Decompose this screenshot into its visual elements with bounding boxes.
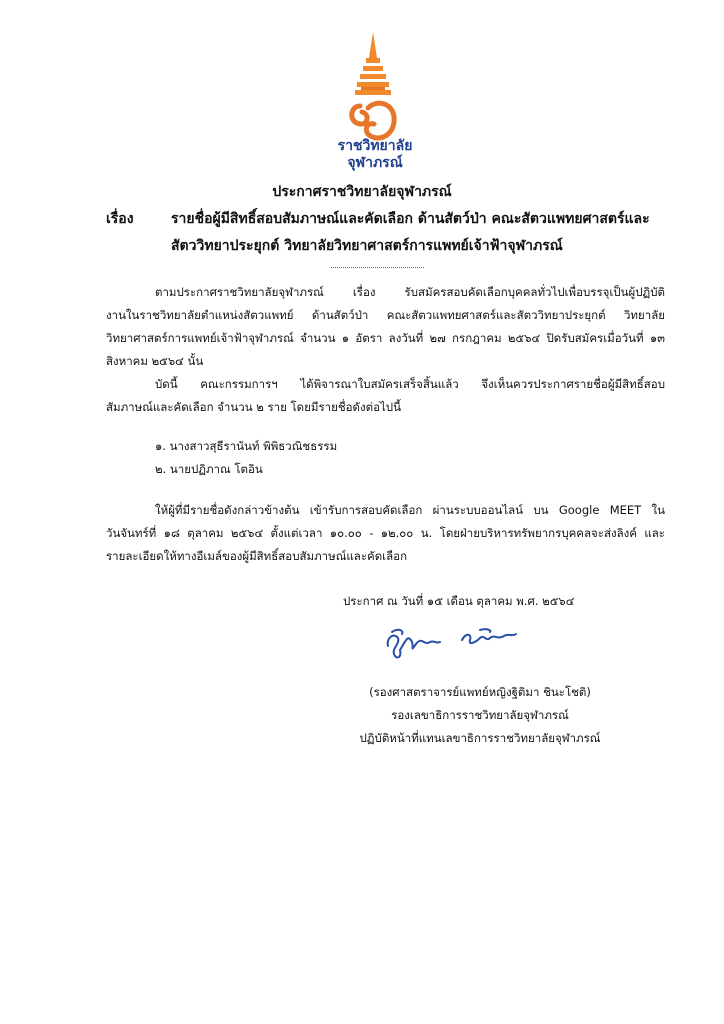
title-divider xyxy=(331,267,424,268)
document-title: ประกาศราชวิทยาลัยจุฬาภรณ์ xyxy=(272,184,452,200)
paragraph2-line: สัมภาษณ์และคัดเลือก จำนวน ๒ ราย โดยมีรายชื่อดังต่อไปนี้ xyxy=(106,400,401,414)
logo-text-line2: จุฬาภรณ์ xyxy=(347,155,403,171)
signatory-name: (รองศาสตราจารย์แพทย์หญิงฐิติมา ชินะโชติ) xyxy=(369,685,591,699)
candidate-item: ๒. นายปฏิภาณ โตอิน xyxy=(155,462,263,476)
paragraph1-line: วิทยาศาสตร์การแพทย์เจ้าฟ้าจุฬาภรณ์ จำนวน ๑ อัตรา ลงวันที่ ๒๗ กรกฎาคม ๒๕๖๔ ปิดรับสมัครเมื่อวันที่ ๑๓ xyxy=(106,331,665,345)
paragraph3-line: วันจันทร์ที่ ๑๘ ตุลาคม ๒๕๖๔ ตั้งแต่เวลา ๑๐.๐๐ - ๑๒.๐๐ น. โดยฝ่ายบริหารทรัพยากรบุคคลจะส่งลิงค์ และ xyxy=(106,526,665,540)
paragraph2-line: บัดนี้ คณะกรรมการฯ ได้พิจารณาใบสมัครเสร็จสิ้นแล้ว จึงเห็นควรประกาศรายชื่อผู้มีสิทธิ์สอบ xyxy=(155,377,665,391)
announcement-date: ประกาศ ณ วันที่ ๑๕ เดือน ตุลาคม พ.ศ. ๒๕๖๔ xyxy=(343,594,575,608)
institution-logo xyxy=(338,30,408,200)
subject-line-1: รายชื่อผู้มีสิทธิ์สอบสัมภาษณ์และคัดเลือก ด้านสัตว์ป่า คณะสัตวแพทยศาสตร์และ xyxy=(171,211,650,227)
paragraph1-line: สิงหาคม ๒๕๖๔ นั้น xyxy=(106,354,204,368)
subject-line-2: สัตววิทยาประยุกต์ วิทยาลัยวิทยาศาสตร์การแพทย์เจ้าฟ้าจุฬาภรณ์ xyxy=(171,238,563,254)
signatory-position-1: รองเลขาธิการราชวิทยาลัยจุฬาภรณ์ xyxy=(391,708,569,722)
logo-text-line1: ราชวิทยาลัย xyxy=(337,138,413,154)
paragraph3-line: รายละเอียดให้ทางอีเมล์ของผู้มีสิทธิ์สอบสัมภาษณ์และคัดเลือก xyxy=(106,549,408,563)
subject-label: เรื่อง xyxy=(106,211,134,227)
crown-emblem xyxy=(355,32,391,95)
signatory-position-2: ปฏิบัติหน้าที่แทนเลขาธิการราชวิทยาลัยจุฬาภรณ์ xyxy=(359,731,601,745)
handwritten-signature xyxy=(380,620,525,665)
candidate-item: ๑. นางสาวสุธีรานันท์ พิพิธวณิชธรรม xyxy=(155,439,338,453)
chu-emblem-mark xyxy=(352,103,394,138)
paragraph1-line: ตามประกาศราชวิทยาลัยจุฬาภรณ์ เรื่อง รับสมัครสอบคัดเลือกบุคคลทั่วไปเพื่อบรรจุเป็นผู้ปฏิบัติ xyxy=(155,285,665,299)
paragraph3-line: ให้ผู้ที่มีรายชื่อดังกล่าวข้างต้น เข้ารับการสอบคัดเลือก ผ่านระบบออนไลน์ บน Google MEET ใน xyxy=(155,503,665,517)
paragraph1-line: งานในราชวิทยาลัยตำแหน่งสัตวแพทย์ ด้านสัตว์ป่า คณะสัตวแพทยศาสตร์และสัตววิทยาประยุกต์ วิทยาลัย xyxy=(106,308,665,322)
